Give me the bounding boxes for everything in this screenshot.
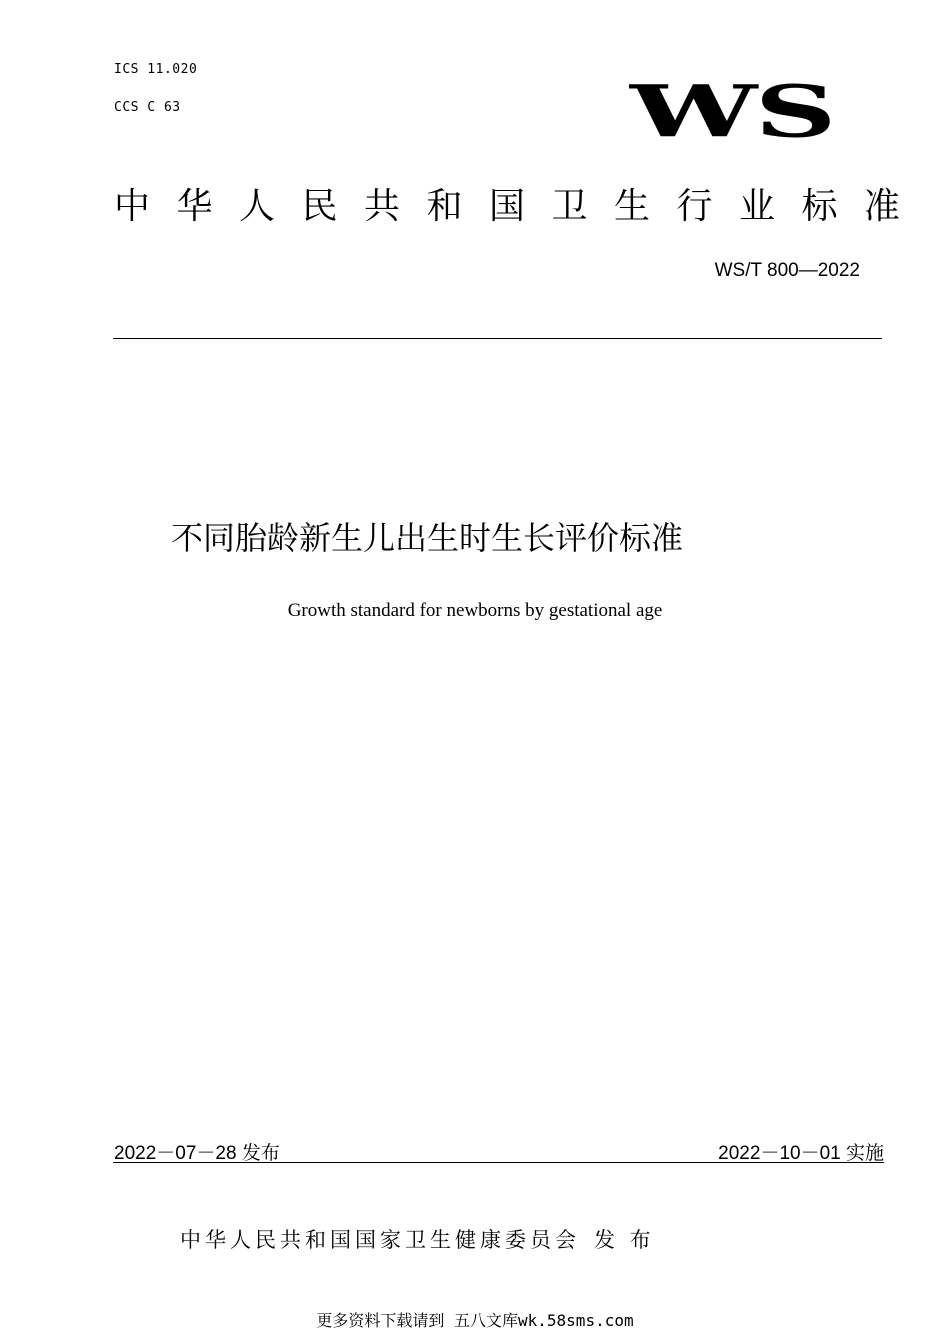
document-title-english: Growth standard for newborns by gestational age: [287, 600, 663, 621]
footer-watermark[interactable]: 更多资料下载请到 五八文库wk.58sms.com: [316, 1311, 634, 1330]
ics-code: ICS 11.020: [114, 62, 198, 77]
industry-standard-title: 中华人民共和国卫生行业标准: [114, 186, 927, 227]
issuer-action: 发 布: [594, 1228, 655, 1252]
ws-logo: WS: [630, 69, 834, 154]
top-divider: [113, 338, 882, 339]
issuer-name: 中华人民共和国国家卫生健康委员会: [180, 1228, 580, 1252]
bottom-divider: [113, 1162, 884, 1163]
publication-date: 2022－07－28 发布: [114, 1143, 280, 1164]
standard-number: WS/T 800—2022: [714, 260, 860, 281]
title-chinese-text: 不同胎龄新生儿出生时生长评价标准: [170, 519, 683, 557]
ccs-code: CCS C 63: [114, 100, 181, 115]
implementation-date: 2022－10－01 实施: [718, 1143, 884, 1164]
issuer-line: [180, 1224, 655, 1254]
document-title-chinese: [0, 516, 950, 560]
